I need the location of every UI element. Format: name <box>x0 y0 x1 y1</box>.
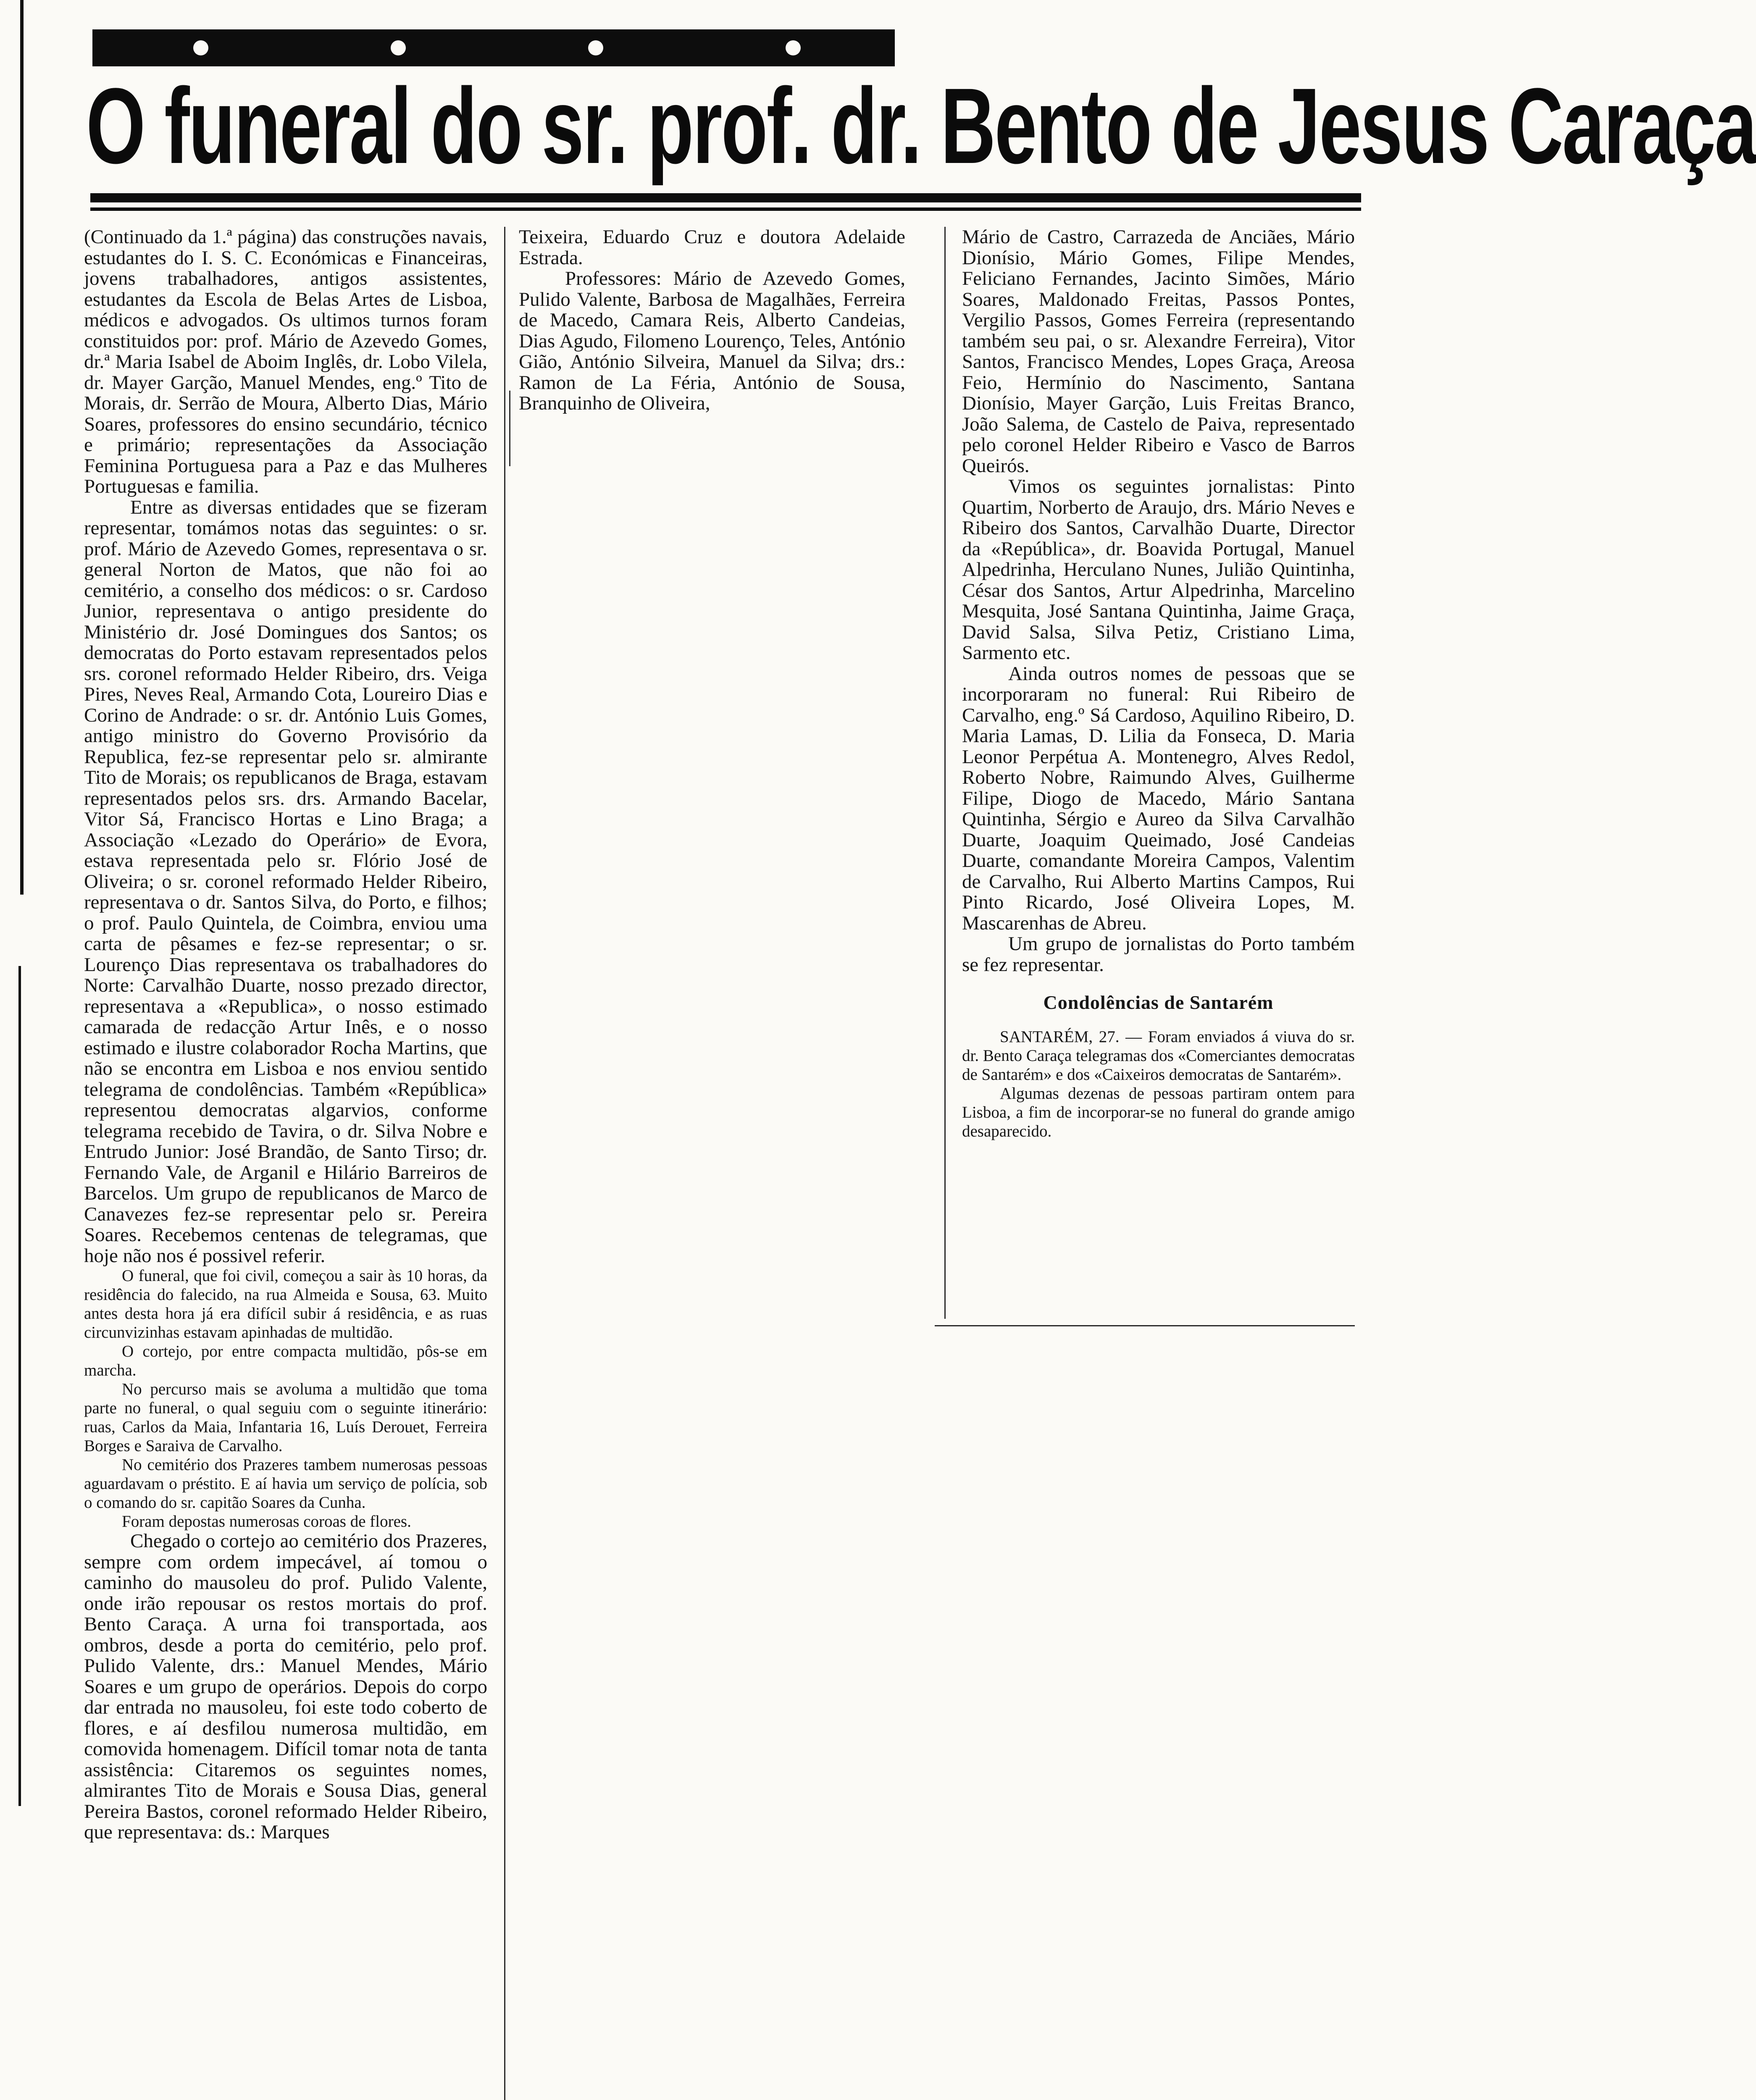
page-headline: O funeral do sr. prof. dr. Bento de Jesus Caraça <box>86 66 1756 186</box>
body-paragraph-small: SANTARÉM, 27. — Foram enviados á viuva do sr. dr. Bento Caraça telegramas dos «Comerciantes democratas de Santarém» e dos «Caixeiros democratas de Santarém». <box>962 1027 1355 1084</box>
body-paragraph-small: O funeral, que foi civil, começou a sair às 10 horas, da residência do falecido, na rua Almeida e Sousa, 63. Muito antes desta hora já era difícil subir á residência, e as ruas circunvizinhas estavam apinhadas de multidão. <box>84 1267 487 1341</box>
column-divider <box>504 227 505 2100</box>
article-column-3 <box>962 227 1355 1141</box>
headline-rule-thick <box>90 193 1361 202</box>
body-paragraph: Entre as diversas entidades que se fizeram representar, tomámos notas das seguintes: o sr. prof. Mário de Azevedo Gomes, representava o sr. general Norton de Matos, que não foi ao cemitério, a conselho dos médicos: o sr. Cardoso Junior, representava o antigo presidente do Ministério dr. José Domingues dos Santos; os democratas do Porto estavam representados pelos srs. coronel reformado Helder Ribeiro, drs. Veiga Pires, Neves Real, Armando Cota, Loureiro Dias e Corino de Andrade: o sr. dr. António Luis Gomes, antigo ministro do Governo Provisório da Republica, fez-se representar pelo sr. almirante Tito de Morais; os republicanos de Braga, estavam representados pelos srs. drs. Armando Bacelar, Vitor Sá, Francisco Hortas e Lino Braga; a Associação «Lezado do Operário» de Evora, estava representada pelo sr. Flório José de Oliveira; o sr. coronel reformado Helder Ribeiro, representava o dr. Santos Silva, do Porto, e filhos; o prof. Paulo Quintela, de Coimbra, enviou uma carta de pêsames e fez-se representar; o sr. Lourenço Dias representava os trabalhadores do Norte: Carvalhão Duarte, nosso prezado director, representava a «Republica», o nosso estimado camarada de redacção Artur Inês, e o nosso estimado e ilustre colaborador Rocha Martins, que não se encontra em Lisboa e nos enviou sentido telegrama de condolências. Também «República» representou democratas algarvios, conforme telegrama recebido de Tavira, o dr. Silva Nobre e Entrudo Junior: José Brandão, de Santo Tirso; dr. Fernando Vale, de Arganil e Hilário Barreiros de Barcelos. Um grupo de republicanos de Marco de Canavezes fez-se representar pelo sr. Pereira Soares. Recebemos centenas de telegramas, que hoje não nos é possivel referir. <box>84 496 487 1267</box>
body-paragraph: Professores: Mário de Azevedo Gomes, Pulido Valente, Barbosa de Magalhães, Ferreira de Macedo, Camara Reis, Alberto Candeias, Dias Agudo, Filomeno Lourenço, Teles, António Gião, António Silveira, Manuel da Silva; drs.: Ramon de La Féria, António de Sousa, Branquinho de Oliveira, <box>519 268 905 414</box>
body-paragraph-small: Foram depostas numerosas coroas de flores. <box>122 1512 411 1530</box>
ornament-ring <box>391 40 406 55</box>
body-paragraph: Vimos os seguintes jornalistas: Pinto Quartim, Norberto de Araujo, drs. Mário Neves e Ribeiro dos Santos, Carvalhão Duarte, Director da «República», dr. Boavida Portugal, Manuel Alpedrinha, Herculano Nunes, Julião Quintinha, César dos Santos, Artur Alpedrinha, Marcelino Mesquita, José Santana Quintinha, Jaime Graça, David Salsa, Silva Petiz, Cristiano Lima, Sarmento etc. <box>962 475 1355 664</box>
section-bottom-rule <box>935 1325 1355 1326</box>
body-paragraph-small: No percurso mais se avoluma a multidão que toma parte no funeral, o qual seguiu com o seguinte itinerário: ruas, Carlos da Maia, Infantaria 16, Luís Derouet, Ferreira Borges e Saraiva de Carvalho. <box>84 1380 487 1455</box>
headline-rule-thin <box>90 207 1361 211</box>
column-divider <box>944 227 946 1319</box>
body-paragraph-small: Algumas dezenas de pessoas partiram ontem para Lisboa, a fim de incorporar-se no funeral do grande amigo desaparecido. <box>962 1084 1355 1140</box>
body-paragraph-small: O cortejo, por entre compacta multidão, pôs-se em marcha. <box>84 1342 487 1379</box>
body-paragraph: Chegado o cortejo ao cemitério dos Prazeres, sempre com ordem impecável, aí tomou o caminho do mausoleu do prof. Pulido Valente, onde irão repousar os restos mortais do prof. Bento Caraça. A urna foi transportada, aos ombros, desde a porta do cemitério, pelo prof. Pulido Valente, drs.: Manuel Mendes, Mário Soares e um grupo de operários. Depois do corpo dar entrada no mausoleu, foi este todo coberto de flores, e aí desfilou numerosa multidão, em comovida homenagem. Difícil tomar nota de tanta assistência: Citaremos os seguintes nomes, almirantes Tito de Morais e Sousa Dias, general Pereira Bastos, coronel reformado Helder Ribeiro, que representava: ds.: Marques <box>84 1530 487 1843</box>
body-paragraph: Ainda outros nomes de pessoas que se incorporaram no funeral: Rui Ribeiro de Carvalho, eng.º Sá Cardoso, Aquilino Ribeiro, D. Maria Lamas, D. Lilia da Fonseca, D. Maria Leonor Perpétua A. Montenegro, Alves Redol, Roberto Nobre, Raimundo Alves, Guilherme Filipe, Diogo de Macedo, Mário Santana Quintinha, Sérgio e Aureo da Silva Carvalhão Duarte, Joaquim Queimado, José Candeias Duarte, comandante Moreira Campos, Valentim de Carvalho, Rui Alberto Martins Campos, Rui Pinto Ricardo, José Oliveira Lopes, M. Mascarenhas de Abreu. <box>962 662 1355 934</box>
body-paragraph-small: No cemitério dos Prazeres tambem numerosas pessoas aguardavam o préstito. E aí havia um serviço de polícia, sob o comando do sr. capitão Soares da Cunha. <box>84 1456 487 1512</box>
body-paragraph: Mário de Castro, Carrazeda de Anciães, Mário Dionísio, Mário Gomes, Filipe Mendes, Feliciano Fernandes, Jacinto Simões, Mário Soares, Maldonado Freitas, Passos Pontes, Vergilio Passos, Gomes Ferreira (representando também seu pai, o sr. Alexandre Ferreira), Vitor Santos, Francisco Mendes, Lopes Graça, Areosa Feio, Hermínio do Nascimento, Santana Dionísio, Mayer Garção, Luis Freitas Branco, João Salema, de Castelo de Paiva, representado pelo coronel Helder Ribeiro e Vasco de Barros Queirós. <box>962 226 1355 477</box>
ornament-ring <box>193 40 208 55</box>
scan-edge-left-lower <box>18 966 21 1806</box>
body-paragraph: Teixeira, Eduardo Cruz e doutora Adelaide Estrada. <box>519 226 905 269</box>
article-column-1 <box>84 227 487 1843</box>
scan-edge-left <box>20 0 24 895</box>
ornament-ring <box>786 40 801 55</box>
article-column-2 <box>519 227 905 414</box>
section-subheading: Condolências de Santarém <box>1043 992 1274 1013</box>
ornament-ring <box>588 40 603 55</box>
column-divider <box>509 391 510 466</box>
headline-top-bar <box>92 29 895 66</box>
body-paragraph: (Continuado da 1.ª página) das construções navais, estudantes do I. S. C. Económicas e Financeiras, jovens trabalhadores, antigos assistentes, estudantes da Escola de Belas Artes de Lisboa, médicos e advogados. Os ultimos turnos foram constituidos por: prof. Mário de Azevedo Gomes, dr.ª Maria Isabel de Aboim Inglês, dr. Lobo Vilela, dr. Mayer Garção, Manuel Mendes, eng.º Tito de Morais, dr. Serrão de Moura, Alberto Dias, Mário Soares, professores do ensino secundário, técnico e primário; representações da Associação Feminina Portuguesa para a Paz e das Mulheres Portuguesas e familia. <box>84 226 487 497</box>
body-paragraph: Um grupo de jornalistas do Porto também se fez representar. <box>962 933 1355 976</box>
